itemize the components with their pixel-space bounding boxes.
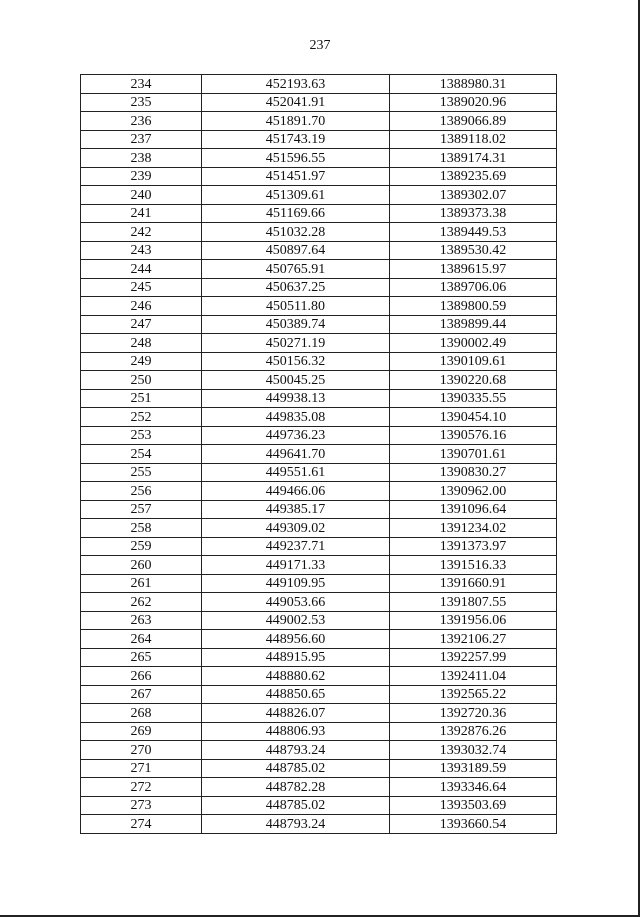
x-coordinate-value: 448785.02: [265, 798, 326, 813]
table-row: [81, 796, 557, 815]
y-coordinate-value: 1392876.26: [439, 724, 507, 739]
x-coordinate-cell: [202, 352, 390, 371]
y-coordinate-cell: [390, 334, 557, 353]
x-coordinate-cell: [202, 759, 390, 778]
point-number-value: 264: [130, 631, 152, 647]
table-row: [81, 352, 557, 371]
y-coordinate-cell: [390, 630, 557, 649]
y-coordinate-value: 1393346.64: [439, 779, 507, 795]
x-coordinate-cell: [202, 426, 390, 445]
point-number-cell: [81, 75, 202, 94]
y-coordinate-cell: [390, 648, 557, 667]
table-row: [81, 630, 557, 649]
table-row: [81, 667, 557, 686]
table-row: [81, 167, 557, 186]
point-number-value: 257: [130, 502, 152, 517]
x-coordinate-cell: [202, 722, 390, 741]
point-number-cell: [81, 648, 202, 667]
point-number-value: 242: [130, 224, 152, 240]
x-coordinate-cell: [202, 778, 390, 797]
y-coordinate-value: 1391373.97: [439, 539, 507, 554]
x-coordinate-cell: [202, 93, 390, 112]
x-coordinate-cell: [202, 648, 390, 667]
point-number-cell: [81, 611, 202, 630]
point-number-cell: [81, 463, 202, 482]
table-row: [81, 278, 557, 297]
table-row: [81, 112, 557, 131]
y-coordinate-cell: [390, 149, 557, 168]
point-number-value: 267: [130, 687, 152, 702]
table-row: [81, 371, 557, 390]
table-row: [81, 722, 557, 741]
point-number-cell: [81, 408, 202, 427]
y-coordinate-value: 1389530.42: [439, 243, 507, 258]
y-coordinate-cell: [390, 778, 557, 797]
table-row: [81, 75, 557, 94]
point-number-value: 260: [130, 557, 152, 573]
x-coordinate-cell: [202, 445, 390, 464]
y-coordinate-cell: [390, 593, 557, 612]
x-coordinate-value: 448806.93: [265, 724, 326, 739]
y-coordinate-value: 1390701.61: [439, 446, 507, 462]
x-coordinate-cell: [202, 167, 390, 186]
x-coordinate-value: 449053.66: [265, 594, 326, 610]
y-coordinate-value: 1390454.10: [439, 409, 507, 425]
point-number-cell: [81, 445, 202, 464]
y-coordinate-value: 1389066.89: [439, 113, 507, 129]
x-coordinate-cell: [202, 815, 390, 834]
point-number-value: 271: [130, 761, 152, 776]
x-coordinate-value: 450765.91: [265, 261, 326, 277]
y-coordinate-cell: [390, 611, 557, 630]
point-number-cell: [81, 167, 202, 186]
y-coordinate-value: 1389615.97: [439, 261, 507, 277]
y-coordinate-cell: [390, 685, 557, 704]
y-coordinate-cell: [390, 741, 557, 760]
y-coordinate-cell: [390, 167, 557, 186]
x-coordinate-value: 448826.07: [265, 705, 326, 721]
y-coordinate-cell: [390, 352, 557, 371]
x-coordinate-value: 451032.28: [265, 224, 326, 240]
x-coordinate-value: 448782.28: [265, 779, 326, 795]
point-number-cell: [81, 537, 202, 556]
x-coordinate-cell: [202, 389, 390, 408]
y-coordinate-cell: [390, 759, 557, 778]
y-coordinate-cell: [390, 815, 557, 834]
y-coordinate-value: 1388980.31: [439, 76, 507, 92]
x-coordinate-value: 450897.64: [265, 243, 326, 258]
x-coordinate-cell: [202, 408, 390, 427]
x-coordinate-value: 450271.19: [265, 335, 326, 351]
x-coordinate-value: 449641.70: [265, 446, 326, 462]
point-number-cell: [81, 556, 202, 575]
point-number-value: 272: [130, 779, 152, 795]
x-coordinate-cell: [202, 667, 390, 686]
y-coordinate-value: 1389449.53: [439, 224, 507, 240]
table-row: [81, 556, 557, 575]
point-number-value: 240: [130, 187, 152, 203]
point-number-value: 259: [130, 539, 152, 554]
x-coordinate-cell: [202, 500, 390, 519]
point-number-cell: [81, 278, 202, 297]
y-coordinate-value: 1392411.04: [440, 668, 506, 684]
point-number-value: 263: [130, 613, 152, 628]
y-coordinate-cell: [390, 796, 557, 815]
table-row: [81, 500, 557, 519]
point-number-value: 243: [130, 243, 152, 258]
x-coordinate-value: 452041.91: [265, 95, 326, 110]
x-coordinate-cell: [202, 75, 390, 94]
x-coordinate-cell: [202, 593, 390, 612]
x-coordinate-value: 450637.25: [265, 280, 326, 295]
x-coordinate-cell: [202, 130, 390, 149]
table-row: [81, 315, 557, 334]
y-coordinate-value: 1391807.55: [439, 594, 507, 610]
x-coordinate-value: 449736.23: [265, 428, 326, 443]
y-coordinate-cell: [390, 241, 557, 260]
x-coordinate-cell: [202, 149, 390, 168]
x-coordinate-cell: [202, 704, 390, 723]
point-number-value: 256: [130, 483, 152, 499]
y-coordinate-cell: [390, 186, 557, 205]
y-coordinate-value: 1391234.02: [439, 520, 507, 536]
point-number-cell: [81, 815, 202, 834]
y-coordinate-cell: [390, 408, 557, 427]
y-coordinate-value: 1390576.16: [439, 428, 507, 443]
y-coordinate-cell: [390, 297, 557, 316]
x-coordinate-cell: [202, 556, 390, 575]
point-number-cell: [81, 778, 202, 797]
point-number-value: 261: [130, 576, 152, 591]
y-coordinate-value: 1391660.91: [439, 576, 507, 591]
table-row: [81, 574, 557, 593]
table-row: [81, 482, 557, 501]
y-coordinate-cell: [390, 93, 557, 112]
y-coordinate-cell: [390, 704, 557, 723]
x-coordinate-value: 449385.17: [265, 502, 326, 517]
y-coordinate-value: 1390220.68: [439, 372, 507, 388]
x-coordinate-value: 448880.62: [265, 668, 326, 684]
x-coordinate-cell: [202, 223, 390, 242]
x-coordinate-value: 449109.95: [265, 576, 326, 591]
page-number: 237: [309, 38, 331, 53]
point-number-value: 239: [130, 169, 152, 184]
table-row: [81, 815, 557, 834]
point-number-cell: [81, 500, 202, 519]
table-row: [81, 704, 557, 723]
x-coordinate-cell: [202, 630, 390, 649]
table-row: [81, 186, 557, 205]
point-number-cell: [81, 482, 202, 501]
x-coordinate-value: 452193.63: [265, 76, 326, 92]
x-coordinate-cell: [202, 278, 390, 297]
x-coordinate-value: 451451.97: [265, 169, 326, 184]
x-coordinate-cell: [202, 796, 390, 815]
y-coordinate-value: 1392257.99: [439, 650, 507, 665]
y-coordinate-value: 1390109.61: [439, 354, 507, 369]
point-number-cell: [81, 130, 202, 149]
y-coordinate-value: 1389020.96: [439, 95, 507, 110]
point-number-value: 258: [130, 520, 152, 536]
x-coordinate-value: 449835.08: [265, 409, 326, 425]
y-coordinate-value: 1392720.36: [439, 705, 507, 721]
y-coordinate-cell: [390, 482, 557, 501]
point-number-value: 255: [130, 465, 152, 480]
y-coordinate-cell: [390, 389, 557, 408]
y-coordinate-value: 1392106.27: [439, 631, 507, 647]
y-coordinate-cell: [390, 112, 557, 131]
point-number-cell: [81, 593, 202, 612]
y-coordinate-cell: [390, 574, 557, 593]
point-number-value: 248: [130, 335, 152, 351]
point-number-value: 266: [130, 668, 152, 684]
point-number-value: 269: [130, 724, 152, 739]
y-coordinate-cell: [390, 371, 557, 390]
x-coordinate-cell: [202, 241, 390, 260]
point-number-value: 268: [130, 705, 152, 721]
x-coordinate-cell: [202, 334, 390, 353]
y-coordinate-value: 1391516.33: [439, 557, 507, 573]
point-number-cell: [81, 241, 202, 260]
point-number-cell: [81, 796, 202, 815]
x-coordinate-cell: [202, 112, 390, 131]
x-coordinate-cell: [202, 315, 390, 334]
point-number-cell: [81, 426, 202, 445]
point-number-cell: [81, 630, 202, 649]
x-coordinate-cell: [202, 260, 390, 279]
table-row: [81, 519, 557, 538]
y-coordinate-value: 1390002.49: [439, 335, 507, 351]
y-coordinate-value: 1391096.64: [439, 502, 507, 517]
point-number-value: 251: [130, 391, 152, 406]
coordinates-table-body: [81, 75, 557, 834]
x-coordinate-cell: [202, 741, 390, 760]
table-row: [81, 648, 557, 667]
x-coordinate-value: 448915.95: [265, 650, 326, 665]
table-row: [81, 297, 557, 316]
table-row: [81, 537, 557, 556]
point-number-cell: [81, 352, 202, 371]
table-row: [81, 389, 557, 408]
x-coordinate-cell: [202, 297, 390, 316]
table-row: [81, 611, 557, 630]
point-number-cell: [81, 519, 202, 538]
y-coordinate-cell: [390, 556, 557, 575]
point-number-cell: [81, 759, 202, 778]
x-coordinate-cell: [202, 611, 390, 630]
point-number-value: 252: [130, 409, 152, 425]
point-number-cell: [81, 334, 202, 353]
y-coordinate-cell: [390, 519, 557, 538]
coordinates-table: [80, 74, 557, 834]
x-coordinate-cell: [202, 371, 390, 390]
y-coordinate-cell: [390, 278, 557, 297]
point-number-value: 253: [130, 428, 152, 443]
point-number-cell: [81, 741, 202, 760]
table-row: [81, 426, 557, 445]
point-number-value: 238: [130, 150, 152, 166]
x-coordinate-value: 448785.02: [265, 761, 326, 776]
point-number-cell: [81, 149, 202, 168]
table-row: [81, 445, 557, 464]
point-number-value: 246: [130, 298, 152, 314]
point-number-cell: [81, 223, 202, 242]
point-number-cell: [81, 112, 202, 131]
point-number-cell: [81, 204, 202, 223]
table-row: [81, 778, 557, 797]
x-coordinate-cell: [202, 519, 390, 538]
y-coordinate-cell: [390, 75, 557, 94]
table-row: [81, 685, 557, 704]
table-row: [81, 93, 557, 112]
table-row: [81, 204, 557, 223]
x-coordinate-cell: [202, 537, 390, 556]
y-coordinate-cell: [390, 426, 557, 445]
x-coordinate-cell: [202, 685, 390, 704]
x-coordinate-value: 449002.53: [265, 613, 326, 628]
table-row: [81, 334, 557, 353]
y-coordinate-value: 1391956.06: [439, 613, 507, 628]
y-coordinate-value: 1389706.06: [439, 280, 507, 295]
y-coordinate-cell: [390, 722, 557, 741]
x-coordinate-value: 451309.61: [265, 187, 326, 203]
x-coordinate-value: 449237.71: [265, 539, 326, 554]
table-row: [81, 408, 557, 427]
x-coordinate-value: 451743.19: [265, 132, 326, 147]
y-coordinate-cell: [390, 260, 557, 279]
y-coordinate-value: 1389800.59: [439, 298, 507, 314]
y-coordinate-value: 1393503.69: [439, 798, 507, 813]
table-row: [81, 260, 557, 279]
y-coordinate-value: 1390335.55: [439, 391, 507, 406]
point-number-value: 270: [130, 742, 152, 758]
table-row: [81, 149, 557, 168]
point-number-value: 254: [130, 446, 152, 462]
y-coordinate-value: 1393189.59: [439, 761, 507, 776]
x-coordinate-value: 448850.65: [265, 687, 326, 702]
point-number-cell: [81, 574, 202, 593]
x-coordinate-value: 450389.74: [265, 317, 326, 332]
y-coordinate-cell: [390, 315, 557, 334]
y-coordinate-value: 1393660.54: [439, 816, 507, 832]
point-number-cell: [81, 371, 202, 390]
point-number-value: 244: [130, 261, 152, 277]
x-coordinate-value: 448793.24: [265, 816, 326, 832]
x-coordinate-value: 448793.24: [265, 742, 326, 758]
x-coordinate-cell: [202, 482, 390, 501]
x-coordinate-cell: [202, 463, 390, 482]
x-coordinate-value: 450511.80: [266, 298, 325, 314]
y-coordinate-value: 1392565.22: [439, 687, 507, 702]
point-number-cell: [81, 297, 202, 316]
point-number-cell: [81, 186, 202, 205]
point-number-value: 250: [130, 372, 152, 388]
y-coordinate-cell: [390, 445, 557, 464]
y-coordinate-value: 1393032.74: [439, 742, 507, 758]
table-row: [81, 241, 557, 260]
x-coordinate-value: 451891.70: [265, 113, 326, 129]
x-coordinate-value: 451169.66: [266, 206, 325, 221]
x-coordinate-value: 450045.25: [265, 372, 326, 388]
point-number-cell: [81, 315, 202, 334]
point-number-cell: [81, 667, 202, 686]
x-coordinate-value: 449466.06: [265, 483, 326, 499]
point-number-cell: [81, 93, 202, 112]
y-coordinate-cell: [390, 463, 557, 482]
point-number-value: 236: [130, 113, 152, 129]
point-number-value: 247: [130, 317, 152, 332]
x-coordinate-value: 448956.60: [265, 631, 326, 647]
table-row: [81, 130, 557, 149]
x-coordinate-value: 451596.55: [265, 150, 326, 166]
y-coordinate-cell: [390, 223, 557, 242]
y-coordinate-cell: [390, 204, 557, 223]
x-coordinate-cell: [202, 186, 390, 205]
y-coordinate-value: 1389373.38: [439, 206, 507, 221]
point-number-value: 241: [130, 206, 152, 221]
y-coordinate-cell: [390, 130, 557, 149]
y-coordinate-value: 1389118.02: [440, 132, 506, 147]
table-row: [81, 741, 557, 760]
point-number-value: 234: [130, 76, 152, 92]
x-coordinate-value: 449309.02: [265, 520, 326, 536]
table-row: [81, 223, 557, 242]
point-number-value: 273: [130, 798, 152, 813]
point-number-value: 237: [130, 132, 152, 147]
y-coordinate-cell: [390, 500, 557, 519]
x-coordinate-cell: [202, 204, 390, 223]
y-coordinate-value: 1389235.69: [439, 169, 507, 184]
point-number-value: 265: [130, 650, 152, 665]
y-coordinate-cell: [390, 537, 557, 556]
point-number-value: 274: [130, 816, 152, 832]
point-number-cell: [81, 704, 202, 723]
point-number-value: 245: [130, 280, 152, 295]
x-coordinate-value: 449171.33: [265, 557, 326, 573]
table-row: [81, 593, 557, 612]
x-coordinate-value: 449938.13: [265, 391, 326, 406]
point-number-value: 262: [130, 594, 152, 610]
y-coordinate-value: 1390962.00: [439, 483, 507, 499]
point-number-value: 249: [130, 354, 152, 369]
y-coordinate-cell: [390, 667, 557, 686]
point-number-cell: [81, 389, 202, 408]
point-number-cell: [81, 685, 202, 704]
y-coordinate-value: 1389302.07: [439, 187, 507, 203]
point-number-cell: [81, 722, 202, 741]
x-coordinate-value: 450156.32: [265, 354, 326, 369]
x-coordinate-cell: [202, 574, 390, 593]
y-coordinate-value: 1390830.27: [439, 465, 507, 480]
y-coordinate-value: 1389899.44: [439, 317, 507, 332]
table-row: [81, 759, 557, 778]
table-row: [81, 463, 557, 482]
x-coordinate-value: 449551.61: [265, 465, 326, 480]
y-coordinate-value: 1389174.31: [439, 150, 507, 166]
point-number-value: 235: [130, 95, 152, 110]
point-number-cell: [81, 260, 202, 279]
